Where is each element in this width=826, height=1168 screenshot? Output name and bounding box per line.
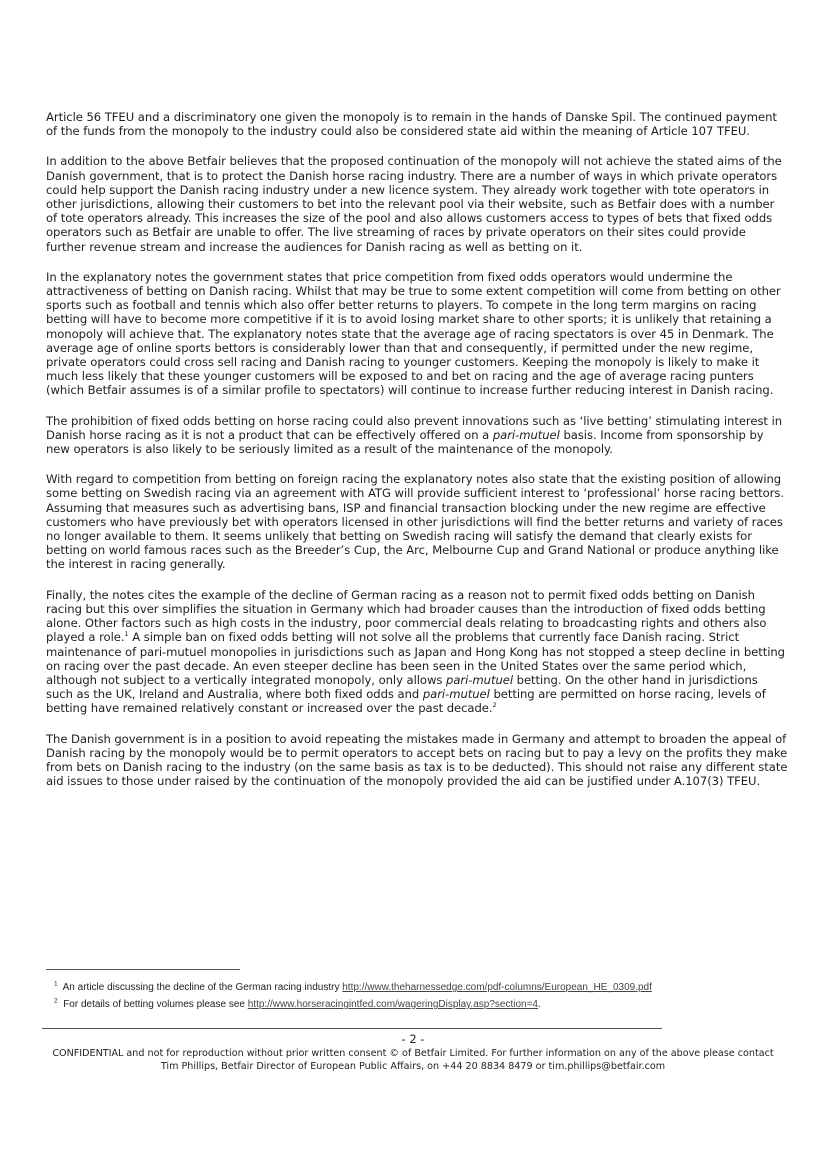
footnote-2-text: For details of betting volumes please see xyxy=(63,999,248,1010)
paragraph-2: In addition to the above Betfair believes that the proposed continuation of the monopoly will not achieve the stated aims of the Danish government, that is to protect the Danish horse racing industry. There are a number of ways in which private operators could help support the Danish racing industry under a new licence system. They already work together with tote operators in other jurisdictions, allowing their customers to bet into the relevant pool via their website, such as Betfair does with a number of tote operators already. This increases the size of the pool and also allows customers access to types of bets that fixed odds operators such as Betfair are unable to offer. The live streaming of races by private operators on their sites could provide further revenue stream and increase the audiences for Danish racing as well as betting on it. xyxy=(46,154,782,254)
footnote-2-number: 2 xyxy=(54,997,58,1005)
footnote-1-number: 1 xyxy=(54,980,58,988)
paragraph-6-text-a: Finally, the notes cites the example of the decline of German racing as a reason not to permit fixed odds betting on Danish racing but this over simplifies the situation in Germany which had broader causes than the introduction of fixed odds betting alone. Other factors such as high costs in the industry, poor commercial deals relating to broadcasting rights and others also played a role. xyxy=(46,587,767,645)
footnote-ref-2[interactable]: 2 xyxy=(492,701,497,710)
paragraph-6-emphasis-1: pari-mutuel xyxy=(446,672,514,687)
body-text xyxy=(46,110,788,804)
paragraph-7: The Danish government is in a position to avoid repeating the mistakes made in Germany and attempt to broaden the appeal of Danish racing by the monopoly would be to permit operators to accept bets on racing but to pay a levy on the profits they make from bets on Danish racing to the industry (on the same basis as tax is to be deducted). This should not raise any different state aid issues to those under raised by the continuation of the monopoly provided the aid can be justified under A.107(3) TFEU. xyxy=(46,731,788,789)
footnote-separator xyxy=(46,969,240,970)
footer-separator xyxy=(42,1028,662,1029)
confidentiality-notice xyxy=(20,1048,806,1073)
paragraph-6-emphasis-2: pari-mutuel xyxy=(422,687,490,702)
paragraph-6-text-b: A simple ban on fixed odds betting will not solve all the problems that currently face Danish racing. Strict maintenance of pari-mutuel monopolies in jurisdictions such as Japan and Hong Kong has not stopped a steep decline in betting on racing over the past decade. An even steeper decline has been seen in the United States over the same period which, although not subject to a vertically integrated monopoly, only allows xyxy=(46,630,785,687)
paragraph-3: In the explanatory notes the government states that price competition from fixed odds operators would undermine the attractiveness of betting on Danish racing. Whilst that may be true to some extent competition will come from betting on other sports such as football and tennis which also offer better returns to players. To compete in the long term margins on racing betting will have to become more competitive if it is to avoid losing market share to other sports; it is unlikely that retaining a monopoly will achieve that. The explanatory notes state that the average age of racing spectators is over 45 in Denmark. The average age of online sports bettors is considerably lower than that and consequently, if permitted under the new regime, private operators could cross sell racing and Danish racing to younger customers. Keeping the monopoly is likely to make it much less likely that these younger customers will be exposed to and bet on racing and the age of average racing punters (which Betfair assumes is of a similar profile to spectators) will continue to increase further reducing interest in Danish racing. xyxy=(46,269,781,398)
paragraph-4-text-a: The prohibition of fixed odds betting on horse racing could also prevent innovations such as ‘live betting’ stimulating interest in Danish horse racing as it is not a product that can be effectively offered on a xyxy=(46,413,783,442)
paragraph-4-text-b: basis. Income from sponsorship by new operators is also likely to be seriously limited as a result of the maintenance of the monopoly. xyxy=(46,427,764,457)
paragraph-4-emphasis: pari-mutuel xyxy=(492,427,560,442)
footnote-ref-1[interactable]: 1 xyxy=(124,630,129,639)
footnote-2 xyxy=(54,996,774,1013)
confidentiality-line-1: CONFIDENTIAL and not for reproduction without prior written consent © of Betfair Limited. For further information on any of the above please contact xyxy=(52,1048,774,1059)
paragraph-1: Article 56 TFEU and a discriminatory one given the monopoly is to remain in the hands of Danske Spil. The continued payment of the funds from the monopoly to the industry could also be considered state aid within the meaning of Article 107 TFEU. xyxy=(46,110,777,139)
footnotes xyxy=(54,979,774,1013)
footnote-2-link[interactable]: http://www.horseracingintfed.com/wageringDisplay.asp?section=4 xyxy=(247,999,538,1010)
page-number: - 2 - xyxy=(401,1032,425,1046)
footnote-1-link[interactable]: http://www.theharnessedge.com/pdf-columns/European_HE_0309.pdf xyxy=(342,982,652,993)
footnote-1-text: An article discussing the decline of the German racing industry xyxy=(62,982,343,993)
paragraph-4 xyxy=(46,414,788,457)
paragraph-5: With regard to competition from betting on foreign racing the explanatory notes also state that the existing position of allowing some betting on Swedish racing via an agreement with ATG will provide sufficient interest to ‘professional’ horse racing bettors. Assuming that measures such as advertising bans, ISP and financial transaction blocking under the new regime are effective customers who have previously bet with operators licensed in other jurisdictions will find the better returns and variety of races no longer available to them. It seems unlikely that betting on Swedish racing will satisfy the demand that clearly exists for betting on world famous races such as the Breeder’s Cup, the Arc, Melbourne Cup and Grand National or produce anything like the interest in racing generally. xyxy=(46,472,784,572)
paragraph-6 xyxy=(46,588,788,716)
paragraph-6-text-c: betting. On the other hand in jurisdictions such as the UK, Ireland and Australia, where both fixed odds and xyxy=(46,672,758,702)
footnote-2-after: . xyxy=(537,999,541,1010)
footnote-1 xyxy=(54,979,774,996)
confidentiality-line-2: Tim Phillips, Betfair Director of European Public Affairs, on +44 20 8834 8479 or tim.phillips@betfair.com xyxy=(160,1060,666,1072)
paragraph-6-text-d: betting are permitted on horse racing, levels of betting have remained relatively constant or increased over the past decade. xyxy=(46,687,766,716)
